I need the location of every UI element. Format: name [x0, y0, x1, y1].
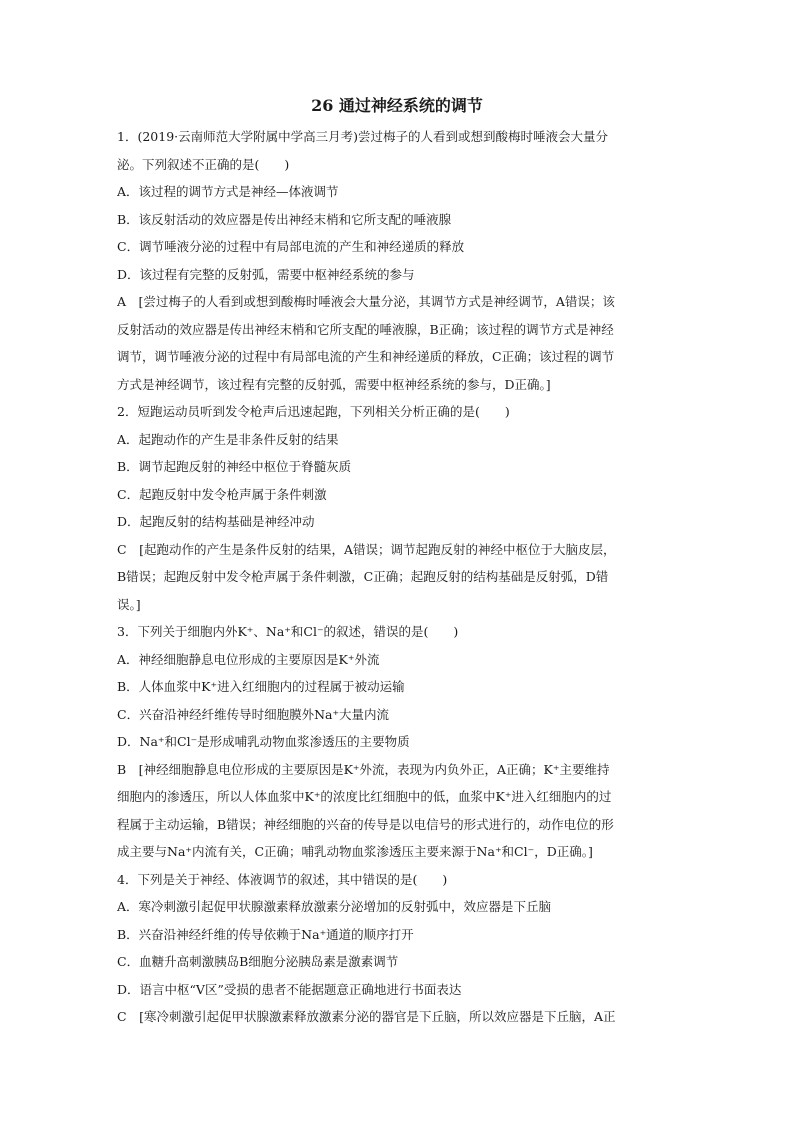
- option-d: D．语言中枢“V区”受损的患者不能据题意正确地进行书面表达: [117, 981, 462, 997]
- answer-line: 程属于主动运输，B错误；神经细胞的兴奋的传导是以电信号的形式进行的，动作电位的形: [117, 816, 614, 832]
- option-d: D．起跑反射的结构基础是神经冲动: [117, 514, 315, 529]
- answer-line: 成主要与Na⁺内流有关，C正确；哺乳动物血浆渗透压主要来源于Na⁺和Cl⁻，D正确。]: [117, 844, 593, 859]
- option-a: A．神经细胞静息电位形成的主要原因是K⁺外流: [117, 651, 380, 667]
- answer-line: B错误；起跑反射中发令枪声属于条件刺激，C正确；起跑反射的结构基础是反射弧，D错: [117, 569, 609, 584]
- question-2: [117, 398, 677, 618]
- option-b: B．调节起跑反射的神经中枢位于脊髓灰质: [117, 459, 352, 474]
- option-c: C．起跑反射中发令枪声属于条件刺激: [117, 486, 327, 502]
- question-stem-line: 2．短跑运动员听到发令枪声后迅速起跑，下列相关分析正确的是( ): [117, 404, 510, 419]
- answer-line: 方式是神经调节，该过程有完整的反射弧，需要中枢神经系统的参与，D正确。]: [117, 376, 551, 392]
- option-c: C．兴奋沿神经纤维传导时细胞膜外Na⁺大量内流: [117, 706, 390, 722]
- option-a: A．寒冷刺激引起促甲状腺激素释放激素分泌增加的反射弧中，效应器是下丘脑: [117, 899, 552, 914]
- question-stem-line: 4．下列是关于神经、体液调节的叙述，其中错误的是( ): [117, 871, 448, 887]
- document-page: [117, 95, 677, 1031]
- option-a: A．起跑动作的产生是非条件反射的结果: [117, 431, 339, 447]
- question-4: [117, 866, 677, 1031]
- option-a: A．该过程的调节方式是神经—体液调节: [117, 184, 339, 199]
- option-d: D．该过程有完整的反射弧，需要中枢神经系统的参与: [117, 266, 415, 282]
- answer-line: C [寒冷刺激引起促甲状腺激素释放激素分泌的器官是下丘脑，所以效应器是下丘脑，A正: [117, 1009, 616, 1024]
- question-1: [117, 123, 677, 398]
- answer-line: C [起跑动作的产生是条件反射的结果，A错误；调节起跑反射的神经中枢位于大脑皮层，: [117, 541, 616, 557]
- option-b: B．兴奋沿神经纤维的传导依赖于Na⁺通道的顺序打开: [117, 926, 414, 942]
- question-3: [117, 618, 677, 866]
- option-c: C．调节唾液分泌的过程中有局部电流的产生和神经递质的释放: [117, 239, 465, 254]
- question-stem-line: 1．(2019·云南师范大学附属中学高三月考)尝过梅子的人看到或想到酸梅时唾液会大量分: [117, 129, 608, 144]
- page-title: 26 通过神经系统的调节: [311, 96, 483, 115]
- question-stem-line: 泌。下列叙述不正确的是( ): [117, 156, 290, 172]
- option-b: B．该反射活动的效应器是传出神经末梢和它所支配的唾液腺: [117, 211, 452, 227]
- option-d: D．Na⁺和Cl⁻是形成哺乳动物血浆渗透压的主要物质: [117, 734, 410, 749]
- question-stem-line: 3．下列关于细胞内外K⁺、Na⁺和Cl⁻的叙述，错误的是( ): [117, 624, 459, 639]
- answer-line: A [尝过梅子的人看到或想到酸梅时唾液会大量分泌，其调节方式是神经调节，A错误；该: [117, 294, 615, 309]
- answer-line: 误。]: [117, 596, 141, 612]
- answer-line: 细胞内的渗透压，所以人体血浆中K⁺的浓度比红细胞中的低，血浆中K⁺进入红细胞内的过: [117, 789, 612, 804]
- answer-line: 反射活动的效应器是传出神经末梢和它所支配的唾液腺，B正确；该过程的调节方式是神经: [117, 321, 614, 337]
- answer-line: 调节，调节唾液分泌的过程中有局部电流的产生和神经递质的释放，C正确；该过程的调节: [117, 349, 615, 364]
- answer-line: B [神经细胞静息电位形成的主要原因是K⁺外流，表现为内负外正，A正确；K⁺主要维持: [117, 761, 610, 777]
- option-c: C．血糖升高刺激胰岛B细胞分泌胰岛素是激素调节: [117, 954, 399, 969]
- option-b: B．人体血浆中K⁺进入红细胞内的过程属于被动运输: [117, 679, 405, 694]
